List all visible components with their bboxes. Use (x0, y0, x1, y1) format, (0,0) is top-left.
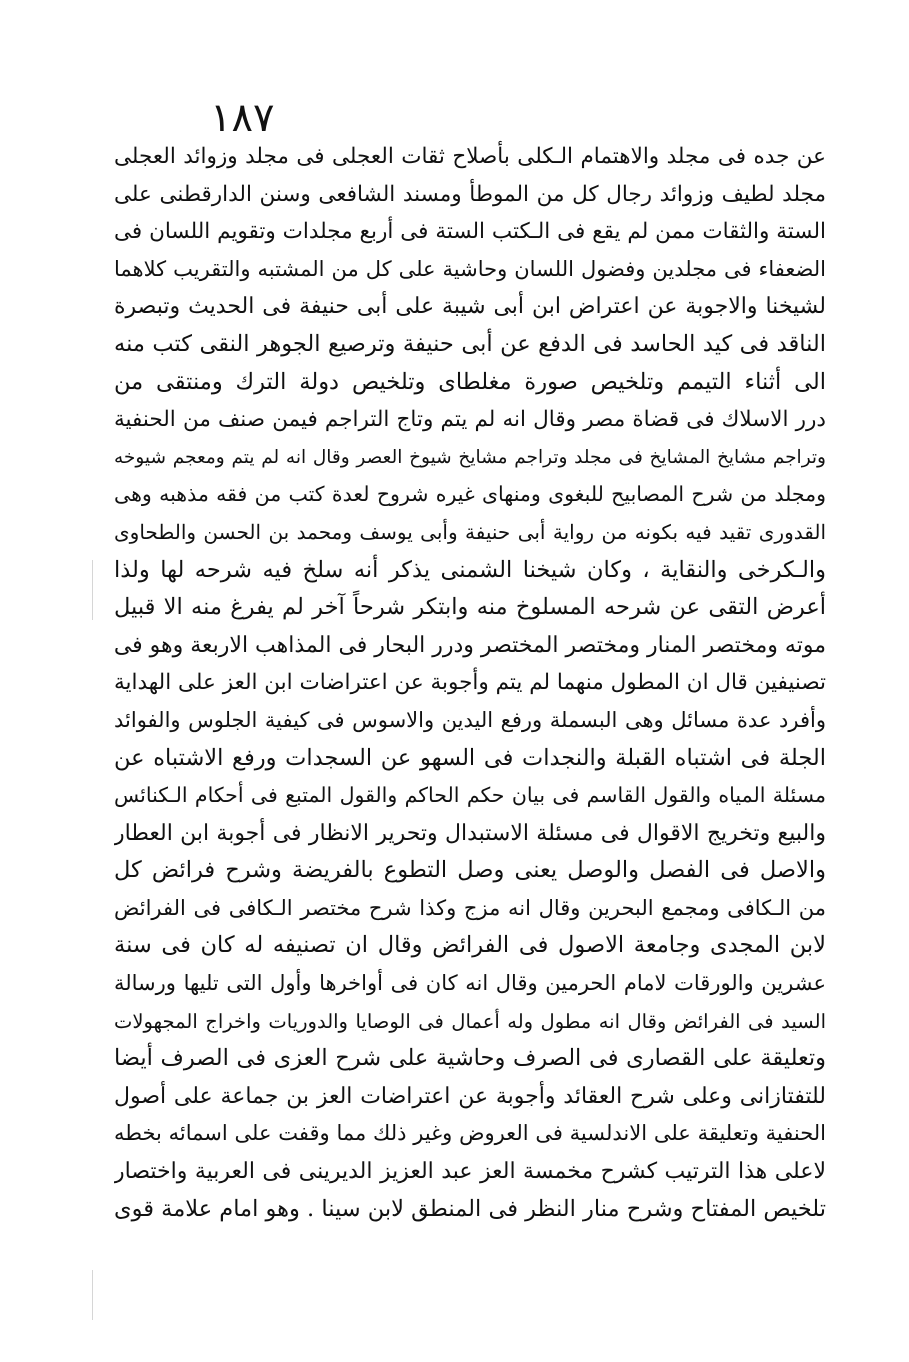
body-text (114, 138, 826, 1228)
text-line: الناقد فى كيد الحاسد فى الدفع عن أبى حنيفة وترصيع الجوهر النقى كتب منه (114, 330, 826, 357)
text-line: وتراجم مشايخ المشايخ فى مجلد وتراجم مشايخ شيوخ العصر وقال انه لم يتم ومعجم شيوخه (114, 446, 826, 468)
text-line: للتفتازانى وعلى شرح العقائد وأجوبة عن اعتراضات العز بن جماعة على أصول (114, 1083, 826, 1109)
text-line: عن جده فى مجلد والاهتمام الـكلى بأصلاح ثقات العجلى فى مجلد وزوائد العجلى (114, 144, 826, 169)
page-number: ١٨٧ (210, 95, 275, 141)
text-line: الى أثناء التيمم وتلخيص صورة مغلطاى وتلخيص دولة الترك ومنتقى من (114, 368, 826, 395)
text-line: موته ومختصر المنار ومختصر المختصر ودرر البحار فى المذاهب الاربعة وهو فى (114, 632, 826, 658)
text-line: تلخيص المفتاح وشرح منار النظر فى المنطق لابن سينا . وهو امام علامة قوى (114, 1195, 826, 1222)
page-edge-mark (92, 1270, 93, 1320)
text-line: من الـكافى ومجمع البحرين وقال انه مزج وكذا شرح مختصر الـكافى فى الفرائض (114, 895, 826, 920)
text-line: تصنيفين قال ان المطول منهما لم يتم وأجوبة عن اعتراضات ابن العز على الهداية (114, 670, 826, 696)
text-line: الستة والثقات ممن لم يقع فى الـكتب الستة فى أربع مجلدات وتقويم اللسان فى (114, 219, 826, 245)
page-edge-mark (92, 560, 93, 620)
text-line: السيد فى الفرائض وقال انه مطول وله أعمال فى الوصايا والدوريات واخراج المجهولات (114, 1009, 826, 1033)
text-line: لشيخنا والاجوبة عن اعتراض ابن أبى شيبة على أبى حنيفة فى الحديث وتبصرة (114, 294, 826, 320)
text-line: وتعليقة على القصارى فى الصرف وحاشية على شرح العزى فى الصرف أيضا (114, 1045, 826, 1072)
text-line: مسئلة المياه والقول القاسم فى بيان حكم الحاكم والقول المتبع فى أحكام الـكنائس (114, 783, 826, 808)
text-line: القدورى تقيد فيه بكونه من رواية أبى حنيفة وأبى يوسف ومحمد بن الحسن والطحاوى (114, 519, 826, 544)
text-line: عشرين والورقات لامام الحرمين وقال انه كان فى أواخرها وأول التى تليها ورسالة (114, 971, 826, 996)
text-line: والبيع وتخريج الاقوال فى مسئلة الاستبدال وتحرير الانظار فى أجوبة ابن العطار (114, 820, 826, 846)
text-line: الحنفية وتعليقة على الاندلسية فى العروض وغير ذلك مما وقفت على اسمائه بخطه (114, 1121, 826, 1146)
text-line: أعرض التقى عن شرحه المسلوخ منه وابتكر شرحاً آخر لم يفرغ منه الا قبيل (114, 594, 826, 621)
text-line: الجلة فى اشتباه القبلة والنجدات فى السهو عن السجدات ورفع الاشتباه عن (114, 744, 826, 771)
text-line: الضعفاء فى مجلدين وفضول اللسان وحاشية على كل من المشتبه والتقريب كلاهما (114, 256, 826, 281)
text-line: والـكرخى والنقاية ، وكان شيخنا الشمنى يذكر أنه سلخ فيه شرحه لها ولذا (114, 556, 826, 583)
text-line: وأفرد عدة مسائل وهى البسملة ورفع اليدين والاسوس فى كيفية الجلوس والفوائد (114, 707, 826, 732)
text-line: درر الاسلاك فى قضاة مصر وقال انه لم يتم وتاج التراجم فيمن صنف من الحنفية (114, 407, 826, 433)
text-line: مجلد لطيف وزوائد رجال كل من الموطأ ومسند الشافعى وسنن الدارقطنى على (114, 181, 826, 207)
text-line: لاعلى هذا الترتيب كشرح مخمسة العز عبد العزيز الديرينى فى العربية واختصار (114, 1159, 826, 1185)
text-line: لابن المجدى وجامعة الاصول فى الفرائض وقال ان تصنيفه له كان فى سنة (114, 932, 826, 959)
text-line: والاصل فى الفصل والوصل يعنى وصل التطوع بالفريضة وشرح فرائض كل (114, 857, 826, 884)
text-line: ومجلد من شرح المصابيح للبغوى ومنهاى غيره شروح لعدة كتب من فقه مذهبه وهى (114, 482, 826, 507)
